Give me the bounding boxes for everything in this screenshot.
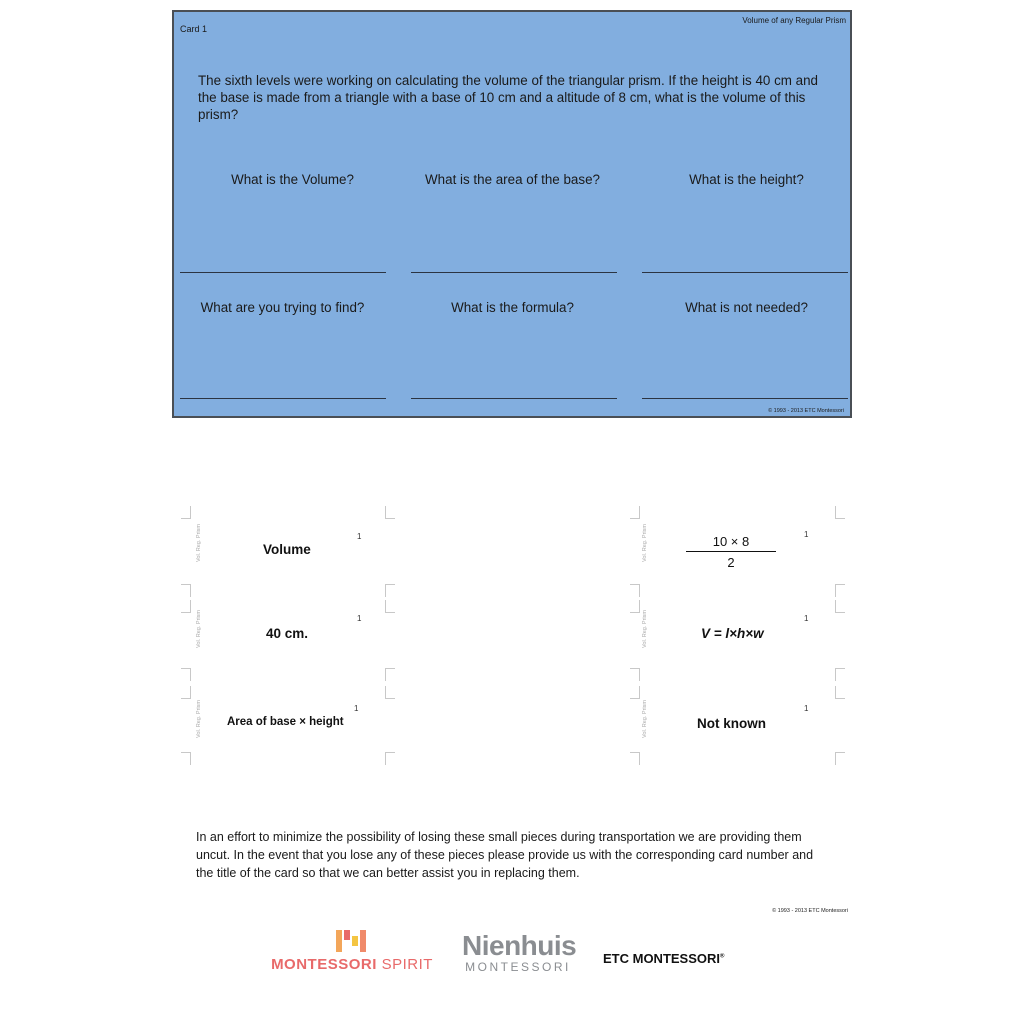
crop-mark: [385, 600, 395, 613]
nienhuis-subtitle: MONTESSORI: [465, 960, 571, 974]
nienhuis-logo: [462, 930, 577, 974]
piece-volume: Volume: [263, 542, 311, 557]
crop-mark: [181, 686, 191, 699]
answer-line: [642, 272, 848, 273]
answer-line: [411, 398, 617, 399]
piece-side-label: Vol. Reg. Prism: [641, 700, 648, 738]
answer-line: [642, 398, 848, 399]
piece-formula: V = l×h×w: [701, 626, 764, 641]
crop-mark: [835, 686, 845, 699]
piece-height: 40 cm.: [266, 626, 309, 641]
etc-montessori-wordmark: ETC MONTESSORI: [603, 951, 721, 966]
card-copyright: © 1993 - 2013 ETC Montessori: [768, 408, 844, 414]
card-title: Volume of any Regular Prism: [742, 16, 846, 25]
montessori-spirit-wordmark-bold: MONTESSORI: [271, 956, 377, 973]
piece-card-number: 1: [804, 704, 809, 713]
piece-card-number: 1: [804, 530, 809, 539]
question-height: What is the height?: [689, 172, 804, 187]
crop-mark: [385, 584, 395, 597]
question-formula: What is the formula?: [451, 300, 574, 315]
crop-mark: [835, 600, 845, 613]
card-number: Card 1: [180, 24, 208, 34]
crop-mark: [181, 506, 191, 519]
piece-side-label: Vol. Reg. Prism: [195, 610, 202, 648]
crop-mark: [835, 752, 845, 765]
crop-mark: [181, 752, 191, 765]
registered-mark: ®: [720, 953, 725, 960]
answer-line: [180, 398, 386, 399]
question-not-needed: What is not needed?: [685, 300, 808, 315]
crop-mark: [630, 506, 640, 519]
crop-mark: [630, 668, 640, 681]
crop-mark: [630, 600, 640, 613]
crop-mark: [385, 686, 395, 699]
piece-not-known: Not known: [697, 716, 766, 731]
montessori-spirit-wordmark-light: SPIRIT: [376, 956, 433, 973]
piece-side-label: Vol. Reg. Prism: [641, 610, 648, 648]
piece-fraction: [686, 534, 776, 570]
crop-mark: [630, 584, 640, 597]
crop-mark: [835, 668, 845, 681]
notice-text: In an effort to minimize the possibility of losing these small pieces during transportation we are providing them uncut. In the event that you lose any of these pieces please provide us with the corresponding card number and the title of the card so that we can better assist you in replacing them.: [196, 830, 814, 880]
piece-card-number: 1: [357, 532, 362, 541]
task-card: [172, 10, 852, 418]
fraction-numerator: 10 × 8: [686, 534, 776, 552]
crop-mark: [630, 686, 640, 699]
piece-card-number: 1: [804, 614, 809, 623]
problem-text: The sixth levels were working on calculating the volume of the triangular prism. If the height is 40 cm and the base is made from a triangle with a base of 10 cm and a altitude of 8 cm, what is the volume of this prism?: [198, 73, 818, 122]
crop-mark: [835, 506, 845, 519]
answer-line: [411, 272, 617, 273]
crop-mark: [181, 668, 191, 681]
crop-mark: [385, 506, 395, 519]
nienhuis-wordmark: Nienhuis: [462, 930, 577, 961]
question-volume: What is the Volume?: [231, 172, 354, 187]
etc-montessori-logo: [603, 951, 724, 966]
piece-side-label: Vol. Reg. Prism: [195, 524, 202, 562]
question-trying-to-find: What are you trying to find?: [200, 300, 365, 315]
fraction-denominator: 2: [727, 555, 735, 570]
crop-mark: [385, 668, 395, 681]
crop-mark: [835, 584, 845, 597]
piece-side-label: Vol. Reg. Prism: [641, 524, 648, 562]
question-area-of-base: What is the area of the base?: [425, 172, 600, 187]
montessori-spirit-mark-icon: [334, 930, 370, 952]
montessori-spirit-logo: [266, 930, 438, 973]
crop-mark: [385, 752, 395, 765]
answer-line: [180, 272, 386, 273]
piece-formula-words: Area of base × height: [227, 716, 344, 728]
crop-mark: [181, 584, 191, 597]
piece-side-label: Vol. Reg. Prism: [195, 700, 202, 738]
piece-card-number: 1: [357, 614, 362, 623]
crop-mark: [181, 600, 191, 613]
page-copyright: © 1993 - 2013 ETC Montessori: [772, 908, 848, 914]
crop-mark: [630, 752, 640, 765]
piece-card-number: 1: [354, 704, 359, 713]
